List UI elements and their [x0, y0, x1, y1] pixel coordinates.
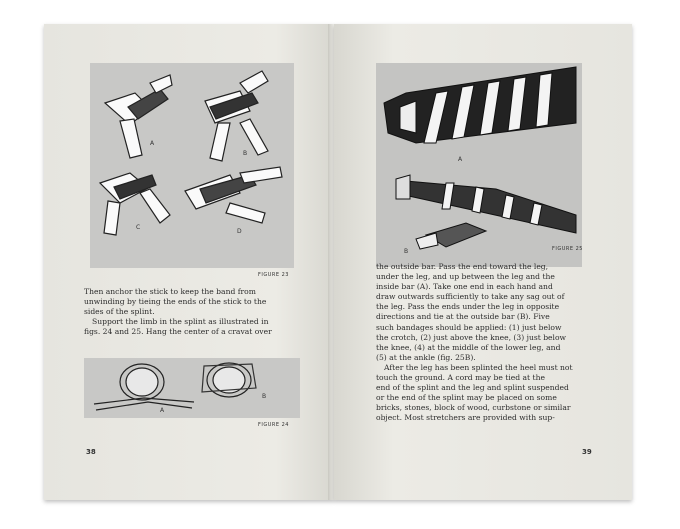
left-text-line: Support the limb in the splint as illustrated in: [92, 317, 269, 327]
right-text-line: inside bar (A). Take one end in each hand and: [376, 282, 553, 292]
figure-23-label-c: C: [136, 224, 141, 231]
figure-25-illustration: [376, 63, 582, 267]
right-text-line: or the end of the splint may be placed on some: [376, 393, 557, 403]
left-text-line: Then anchor the stick to keep the band from: [84, 287, 256, 296]
right-text-line: end of the splint and the leg and splint suspended: [376, 383, 569, 393]
left-text-line: figs. 24 and 25. Hang the center of a cravat over: [84, 327, 272, 337]
right-body-text: [376, 262, 594, 424]
right-text-line: such bandages should be applied: (1) just below: [376, 322, 562, 332]
figure-23-label-a: A: [150, 140, 155, 147]
left-text-line: sides of the splint.: [84, 307, 155, 317]
figure-24-label-b: B: [262, 393, 267, 400]
right-page-number: 39: [582, 448, 592, 456]
figure-25-label-a: A: [458, 156, 463, 163]
open-booklet: [44, 24, 632, 508]
right-page: [334, 24, 632, 500]
figure-24-caption: FIGURE 24: [258, 422, 289, 428]
right-text-line: touch the ground. A cord may be tied at the: [376, 373, 545, 383]
right-text-line: After the leg has been splinted the heel must not: [384, 362, 573, 372]
figure-24-label-a: A: [160, 407, 165, 414]
right-text-line: the knee, (4) at the middle of the lower leg, and: [376, 342, 561, 352]
right-text-line: the outside bar. Pass the end toward the leg,: [376, 262, 549, 271]
left-page: [44, 24, 334, 500]
figure-23-illustration: [90, 63, 294, 268]
right-text-line: under the leg, and up between the leg and the: [376, 272, 555, 282]
right-text-line: directions and tie at the outside bar (B). Five: [376, 312, 550, 322]
figure-23-caption: FIGURE 23: [258, 272, 289, 278]
right-text-line: the crotch, (2) just above the knee, (3) just below: [376, 332, 567, 342]
figure-23-label-d: D: [237, 228, 242, 235]
figure-23-label-b: B: [243, 150, 248, 157]
left-body-text: [84, 287, 296, 337]
right-text-line: draw outwards sufficiently to take any sag out of: [376, 292, 565, 302]
right-text-line: (5) at the ankle (fig. 25B).: [376, 352, 476, 362]
figure-25-label-b: B: [404, 248, 409, 255]
right-text-line: bricks, stones, block of wood, curbstone or similar: [376, 403, 571, 413]
left-text-line: unwinding by tieing the ends of the stick to the: [84, 297, 267, 307]
right-text-line: the leg. Pass the ends under the leg in opposite: [376, 302, 560, 312]
figure-24-illustration: [84, 358, 300, 418]
figure-25-caption: FIGURE 25: [552, 246, 583, 252]
right-text-line: object. Most stretchers are provided with sup-: [376, 413, 555, 423]
left-page-number: 38: [86, 448, 96, 456]
